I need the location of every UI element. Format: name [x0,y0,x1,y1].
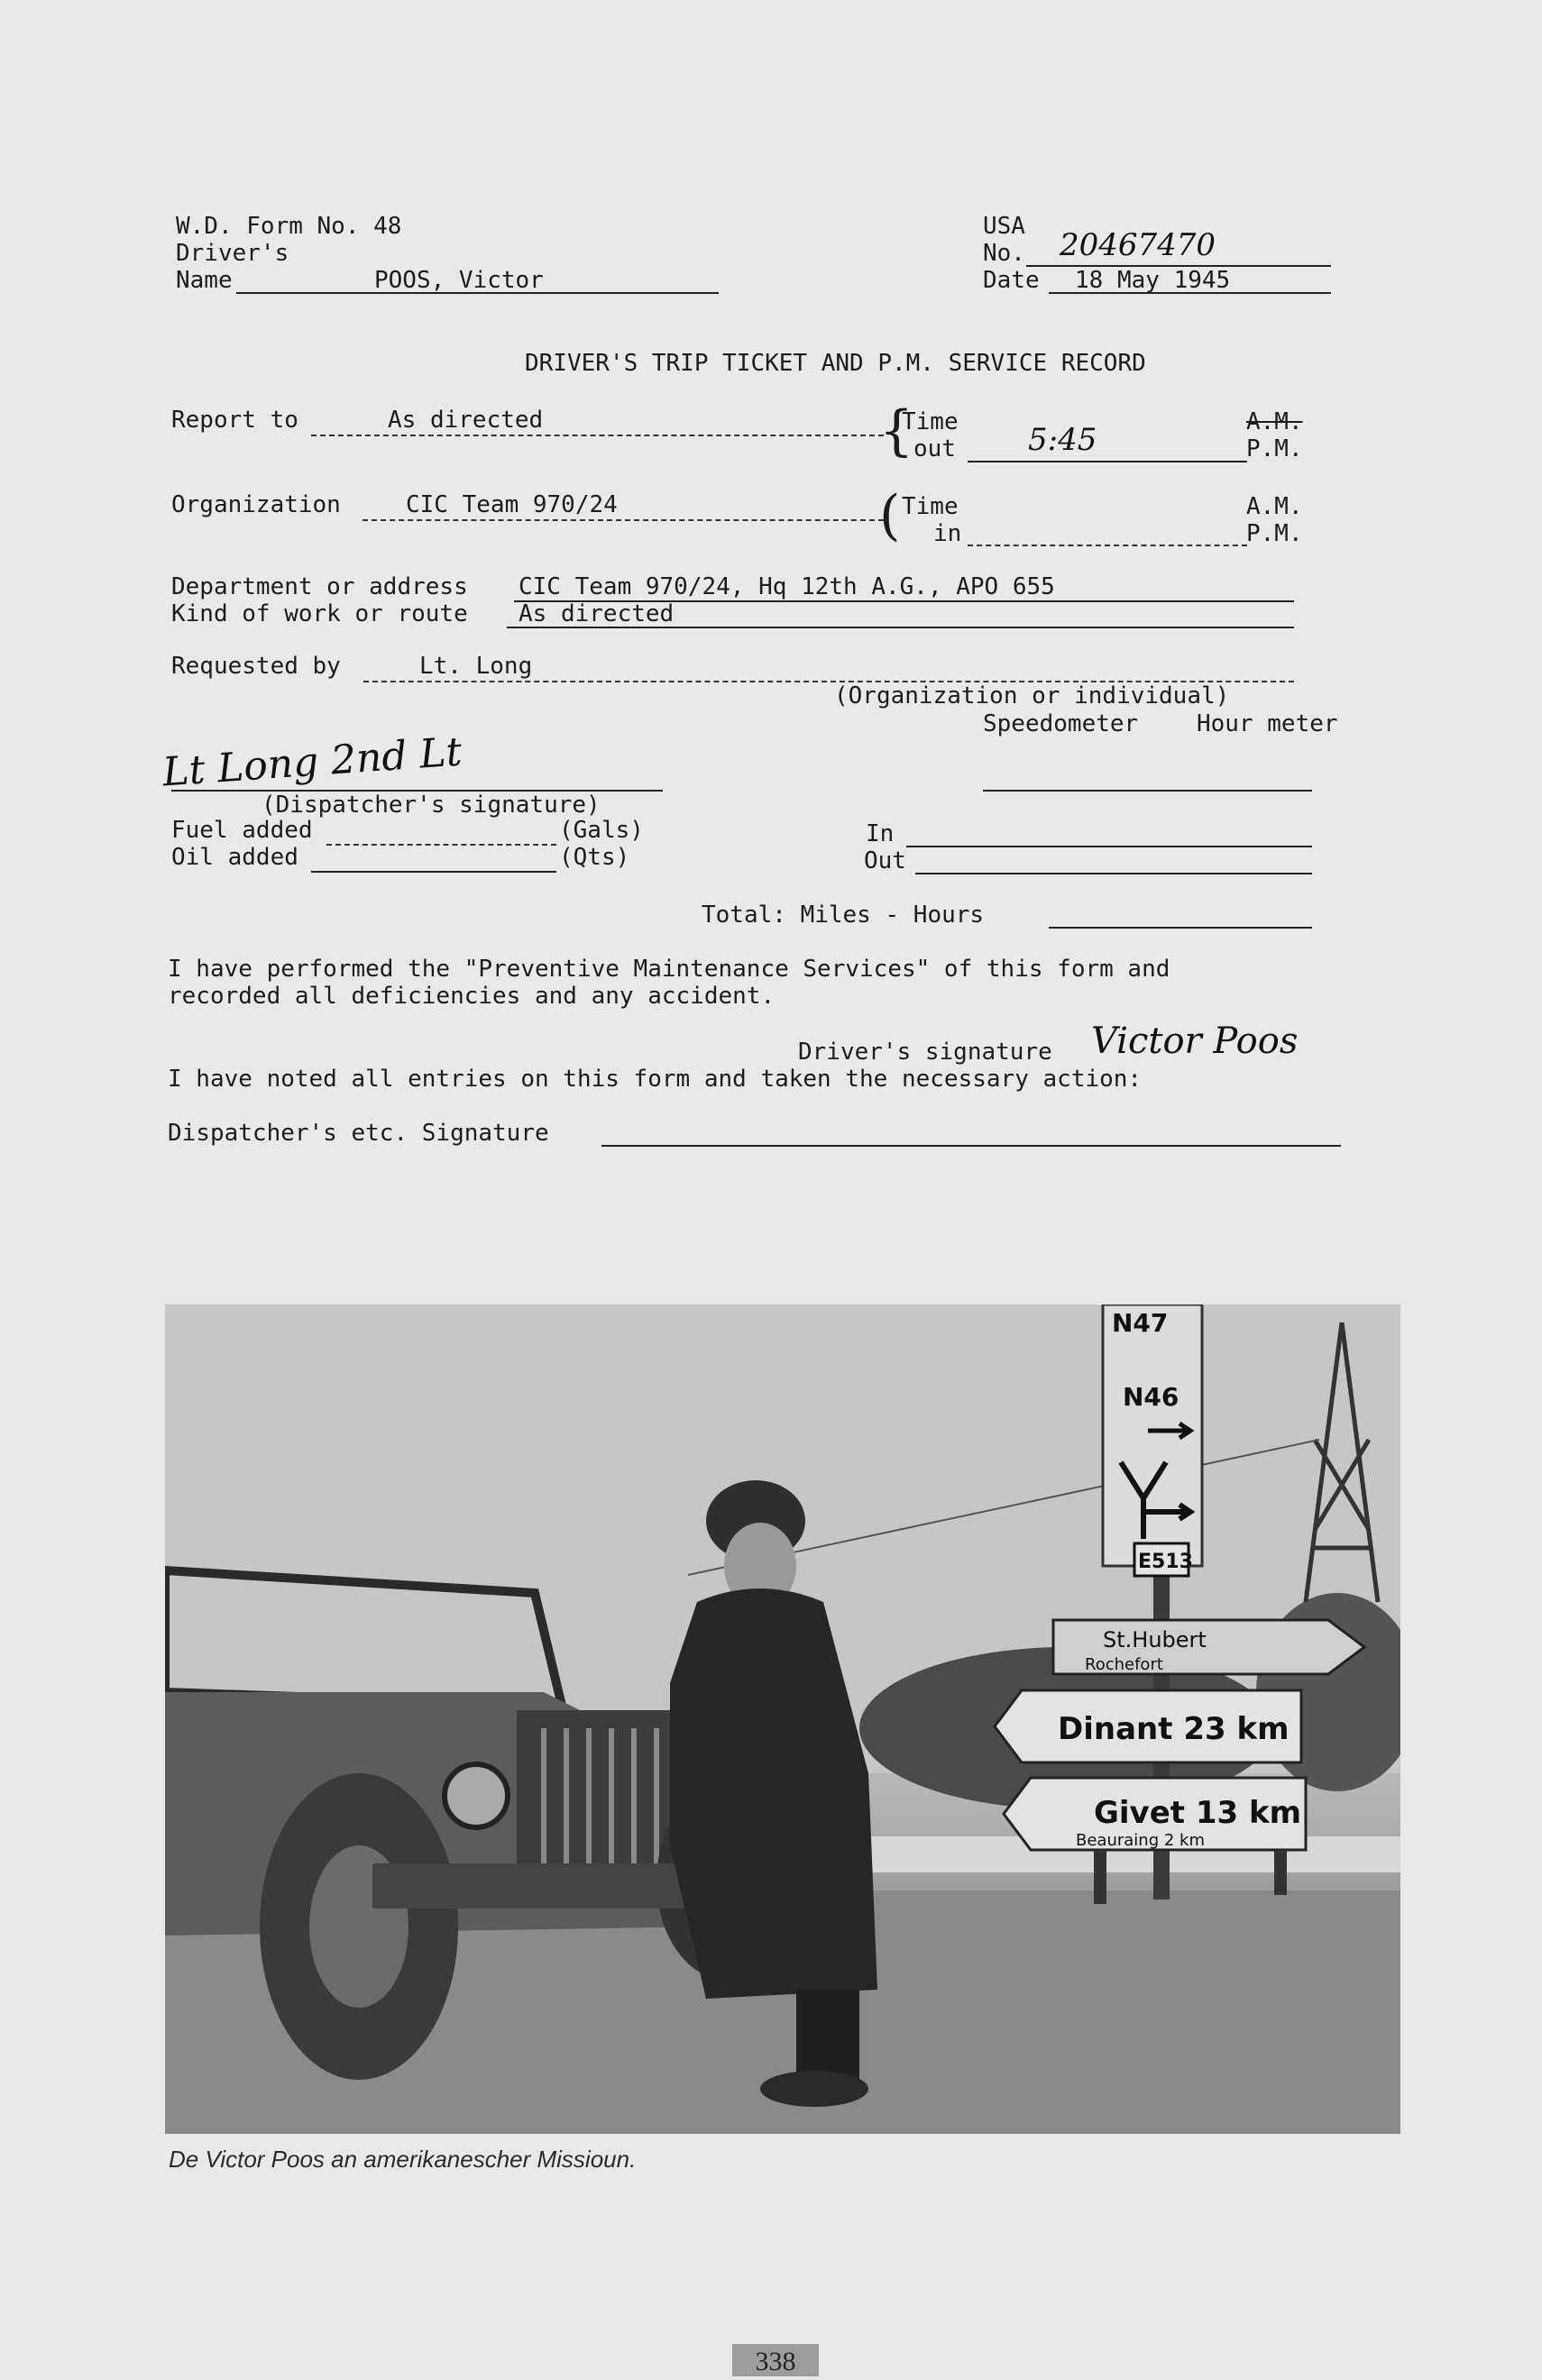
total-line [1049,927,1312,929]
dispatcher-signature-label: (Dispatcher's signature) [262,792,601,819]
requested-by-label: Requested by [171,653,341,680]
time-out-pm: P.M. [1246,435,1303,462]
department-value: CIC Team 970/24, Hq 12th A.G., APO 655 [519,573,1055,600]
statement-line-1: I have performed the "Preventive Maintenance Services" of this form and [168,956,1170,983]
sign-beauraing: Beauraing 2 km [1076,1831,1205,1850]
kind-of-work-label: Kind of work or route [171,600,468,627]
time-out-brace: { [879,399,914,462]
hour-meter-label: Hour meter [1197,710,1338,737]
usa-label: USA [983,213,1025,240]
meter-out-label: Out [864,847,906,874]
meter-out-line [915,873,1312,874]
oil-unit: (Qts) [559,844,630,871]
name-value: POOS, Victor [374,267,544,294]
time-out-value-handwritten: 5:45 [1028,422,1097,458]
page-number: 338 [732,2344,819,2376]
requested-by-value: Lt. Long [419,653,533,680]
dispatcher-signature-handwritten: Lt Long 2nd Lt [161,728,464,796]
oil-line [311,871,556,873]
sign-n46: N46 [1123,1382,1179,1412]
sign-dinant: Dinant 23 km [1058,1711,1290,1747]
time-out-am: A.M. [1246,408,1303,435]
sign-e513: E513 [1138,1551,1193,1573]
total-label: Total: Miles - Hours [702,902,985,929]
time-out-line [968,461,1247,462]
no-label: No. [983,240,1025,267]
fuel-unit: (Gals) [559,817,644,844]
meter-line [983,790,1312,792]
speedometer-label: Speedometer [983,710,1139,737]
dispatcher-etc-label: Dispatcher's etc. Signature [168,1120,549,1147]
form-number: W.D. Form No. 48 [176,213,402,240]
organization-line [363,519,884,521]
meter-in-label: In [866,820,895,847]
fuel-label: Fuel added [171,817,313,844]
photo-illustration [165,1304,1400,2134]
fuel-line [326,844,556,846]
report-to-line [311,435,884,436]
time-out-label: Time [902,408,959,435]
out-label: out [913,435,956,462]
sign-givet: Givet 13 km [1094,1795,1302,1831]
requested-by-sub: (Organization or individual) [834,682,1230,709]
photograph [165,1304,1400,2134]
drivers-label: Driver's [176,240,289,267]
organization-label: Organization [171,491,341,518]
organization-value: CIC Team 970/24 [406,491,618,518]
sign-st-hubert: St.Hubert [1103,1627,1207,1652]
time-in-am: A.M. [1246,493,1303,520]
in-label: in [933,520,962,547]
meter-in-line [906,846,1312,847]
report-to-label: Report to [171,407,298,434]
form-title: DRIVER'S TRIP TICKET AND P.M. SERVICE RECORD [525,350,1146,377]
dispatcher-etc-line [601,1145,1341,1147]
sign-n47: N47 [1112,1308,1169,1338]
date-value: 18 May 1945 [1075,267,1231,294]
time-in-pm: P.M. [1246,520,1303,547]
time-in-brace: ( [879,484,901,547]
report-to-value: As directed [388,407,544,434]
kind-of-work-value: As directed [519,600,675,627]
department-label: Department or address [171,573,468,600]
oil-label: Oil added [171,844,298,871]
photo-caption: De Victor Poos an amerikanescher Missioun. [169,2146,637,2173]
driver-signature-handwritten: Victor Poos [1091,1021,1299,1062]
name-label: Name [176,267,233,294]
time-in-line [968,545,1247,546]
noted-entries: I have noted all entries on this form and taken the necessary action: [168,1066,1143,1093]
date-label: Date [983,267,1040,294]
statement-line-2: recorded all deficiencies and any accident. [168,983,776,1010]
no-value-handwritten: 20467470 [1060,227,1216,263]
dispatcher-signature-line [171,790,663,792]
time-in-label: Time [902,493,959,520]
driver-signature-label: Driver's signature [798,1039,1052,1066]
sign-rochefort: Rochefort [1085,1655,1163,1674]
